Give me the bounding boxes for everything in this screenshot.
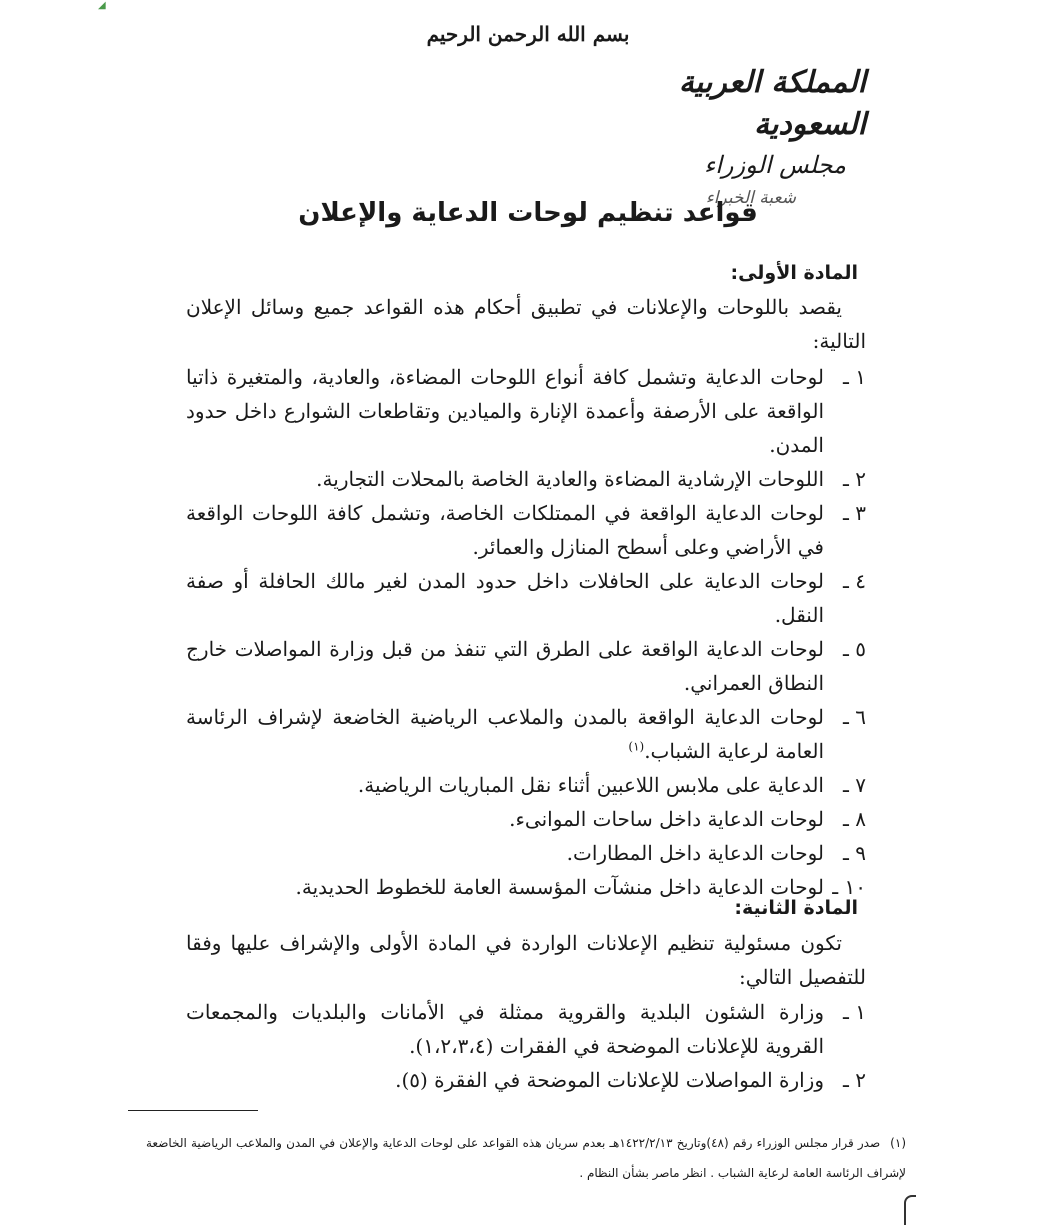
list-item xyxy=(186,802,866,836)
item-text-body: لوحات الدعاية الواقعة بالمدن والملاعب الرياضية الخاضعة لإشراف الرئاسة العامة لرعاية الشباب. xyxy=(186,705,824,763)
item-text: وزارة الشئون البلدية والقروية ممثلة في الأمانات والبلديات والمجمعات القروية للإعلانات الموضحة في الفقرات (١،٢،٣،٤). xyxy=(186,1000,824,1058)
list-item xyxy=(186,768,866,802)
list-item xyxy=(186,700,866,768)
list-item xyxy=(186,836,866,870)
footnote-reference[interactable]: (١) xyxy=(628,739,645,754)
item-number: ٢ ـ xyxy=(843,1068,866,1092)
kingdom-name: المملكة العربية السعودية xyxy=(678,65,866,142)
item-text: لوحات الدعاية داخل ساحات الموانىء. xyxy=(509,807,824,831)
item-number: ٢ ـ xyxy=(843,467,866,491)
page-edge-mark xyxy=(904,1195,916,1225)
article-1-list xyxy=(186,360,866,904)
item-number: ٥ ـ xyxy=(843,637,866,661)
footnote-divider xyxy=(128,1110,258,1111)
footnote xyxy=(146,1128,906,1188)
item-number: ٤ ـ xyxy=(843,569,866,593)
list-item xyxy=(186,360,866,462)
item-text: الدعاية على ملابس اللاعبين أثناء نقل المباريات الرياضية. xyxy=(357,773,824,797)
article-2-heading: المادة الثانية: xyxy=(734,897,858,919)
list-item xyxy=(186,632,866,700)
item-number: ٧ ـ xyxy=(843,773,866,797)
item-number: ١ ـ xyxy=(843,365,866,389)
document-title: قواعد تنظيم لوحات الدعاية والإعلان xyxy=(298,198,758,228)
list-item xyxy=(186,995,866,1063)
division-name: شعبة الخبراء xyxy=(705,188,796,208)
item-text: لوحات الدعاية على الحافلات داخل حدود المدن لغير مالك الحافلة أو صفة النقل. xyxy=(186,569,824,627)
item-number: ١ ـ xyxy=(843,1000,866,1024)
footnote-text: صدر قرار مجلس الوزراء رقم (٤٨)وتاريخ ١٤٢٢/٢/١٣هـ بعدم سريان هذه القواعد على لوحات الدعاية والإعلان في المدن والملاعب الرياضية الخاضعة لإشراف الرئاسة العامة لرعاية الشباب . انظر ماصر بشأن النظام . xyxy=(146,1136,906,1180)
item-text: لوحات الدعاية الواقعة على الطرق التي تنفذ من قبل وزارة المواصلات خارج النطاق العمراني. xyxy=(186,637,824,695)
list-item xyxy=(186,462,866,496)
article-2-list xyxy=(186,995,866,1097)
item-text: وزارة المواصلات للإعلانات الموضحة في الفقرة (٥). xyxy=(395,1068,824,1092)
article-1-heading: المادة الأولى: xyxy=(730,262,858,284)
article-1-intro: يقصد باللوحات والإعلانات في تطبيق أحكام هذه القواعد جميع وسائل الإعلان التالية: xyxy=(186,295,866,353)
article-2-intro: تكون مسئولية تنظيم الإعلانات الواردة في المادة الأولى والإشراف عليها وفقا للتفصيل التالي: xyxy=(186,931,866,989)
item-text xyxy=(186,700,824,768)
list-item xyxy=(186,1063,866,1097)
list-item xyxy=(186,564,866,632)
list-item xyxy=(186,496,866,564)
item-text: لوحات الدعاية الواقعة في الممتلكات الخاصة، وتشمل كافة اللوحات الواقعة في الأراضي وعلى أسطح المنازل والعمائر. xyxy=(186,501,824,559)
item-text: لوحات الدعاية وتشمل كافة أنواع اللوحات المضاءة، والعادية، والمتغيرة ذاتيا الواقعة على الأرصفة وأعمدة الإنارة والميادين وتقاطعات الشوارع داخل حدود المدن. xyxy=(186,365,824,457)
corner-mark-icon: ◢ xyxy=(98,0,106,11)
item-number: ٨ ـ xyxy=(843,807,866,831)
letterhead xyxy=(566,62,866,212)
item-number: ١٠ ـ xyxy=(832,875,866,899)
item-text: لوحات الدعاية داخل منشآت المؤسسة العامة للخطوط الحديدية. xyxy=(295,875,824,899)
item-number: ٣ ـ xyxy=(843,501,866,525)
item-text: لوحات الدعاية داخل المطارات. xyxy=(566,841,824,865)
item-number: ٦ ـ xyxy=(843,705,866,729)
item-text: اللوحات الإرشادية المضاءة والعادية الخاصة بالمحلات التجارية. xyxy=(316,467,824,491)
basmala: بسم الله الرحمن الرحيم xyxy=(426,22,630,46)
item-number: ٩ ـ xyxy=(843,841,866,865)
footnote-number: (١) xyxy=(890,1136,906,1150)
council-name: مجلس الوزراء xyxy=(703,151,846,179)
